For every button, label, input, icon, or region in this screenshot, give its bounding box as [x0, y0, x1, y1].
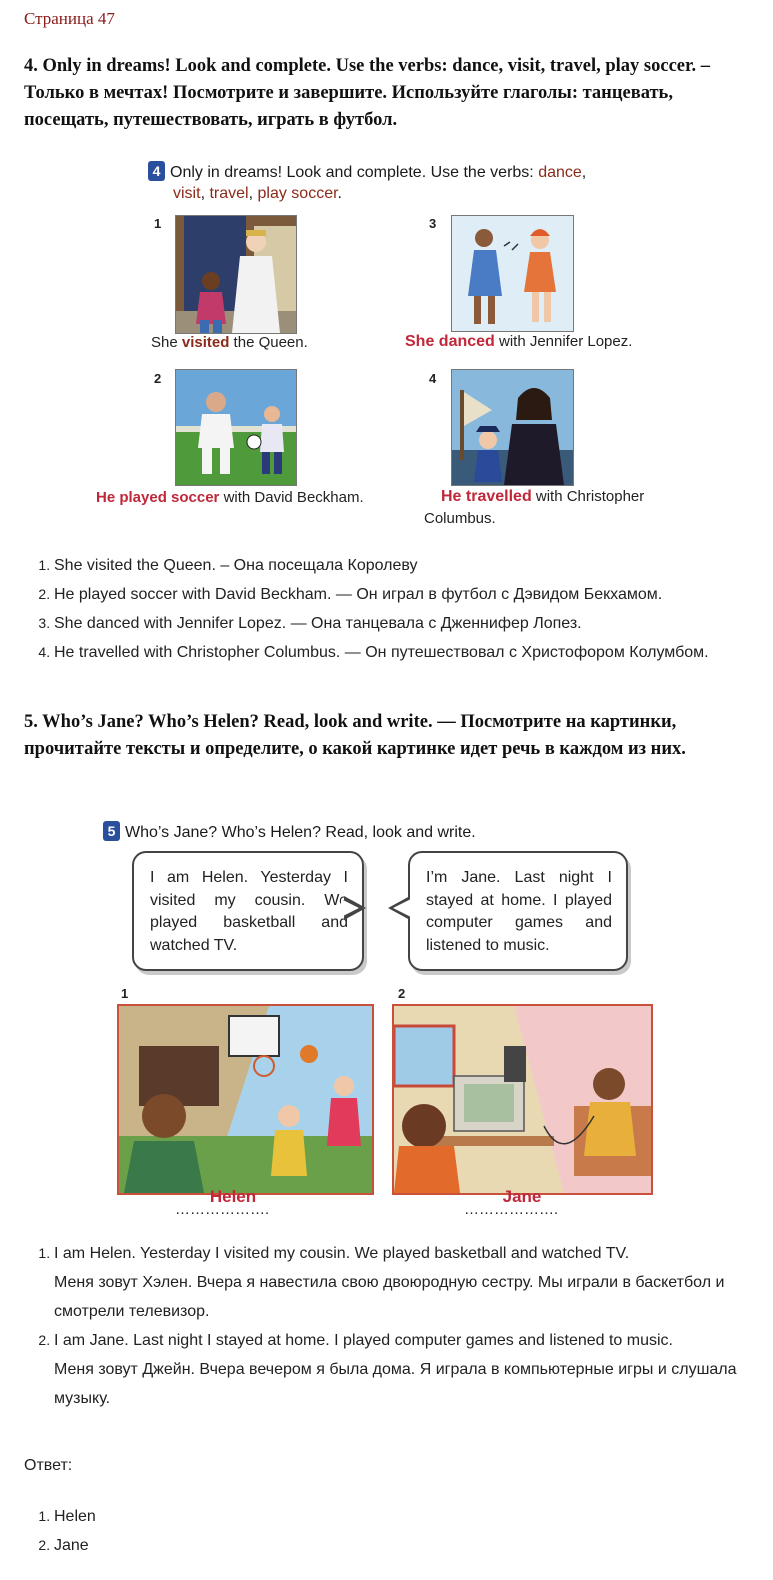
list-item: 2. He played soccer with David Beckham. — Он играл в футбол с Дэвидом Бекхамом. [54, 580, 759, 609]
caption-fill: She danced [405, 333, 495, 350]
caption-fill: visited [181, 334, 230, 351]
list-item: 3. She danced with Jennifer Lopez. — Она танцевала с Дженнифер Лопез. [54, 609, 759, 638]
answer-fill-jane: Jane [502, 1187, 542, 1206]
comma: , [581, 164, 587, 181]
caption-text: She [151, 334, 182, 351]
period: . [337, 185, 342, 202]
caption-text: with Jennifer Lopez. [494, 333, 633, 350]
picture-number: 4 [429, 371, 437, 386]
picture-number: 2 [154, 371, 162, 386]
task-5-answer-list [24, 1239, 759, 1413]
verb-visit: visit [173, 185, 201, 202]
figure-title-text: Who’s Jane? Who’s Helen? Read, look and write. [125, 824, 476, 841]
answer-english: I am Helen. Yesterday I visited my cousin. We played basketball and watched TV. [54, 1245, 630, 1262]
verb-play-soccer: play soccer [257, 185, 338, 202]
page-title: Страница 47 [24, 9, 115, 28]
picture-number: 2 [398, 986, 406, 1001]
speech-bubble-helen: I am Helen. Yesterday I visited my cousin. We played basketball and watched TV. [132, 851, 364, 971]
exercise-number-badge: 5 [103, 821, 120, 841]
caption-text: with David Beckham. [219, 489, 364, 506]
answer-line-helen [175, 1187, 291, 1218]
list-item: 2. Jane [54, 1531, 759, 1560]
answer-label: Ответ: [24, 1457, 73, 1474]
figure-title-text: Only in dreams! Look and complete. Use the verbs: [170, 164, 539, 181]
list-item [54, 1239, 759, 1326]
picture-number: 1 [154, 216, 162, 231]
task-5-figure-title [103, 821, 476, 843]
answer-russian: Меня зовут Джейн. Вчера вечером я была дома. Я играла в компьютерные игры и слушала музыку. [54, 1361, 737, 1407]
list-item: 1. She visited the Queen. – Она посещала Королеву [54, 551, 759, 580]
final-answer-list [24, 1502, 759, 1560]
comma: , [248, 185, 254, 202]
list-item: 4. He travelled with Christopher Columbus. — Он путешествовал с Христофором Колумбом. [54, 638, 759, 667]
answer-line-jane [464, 1187, 580, 1218]
answer-fill-helen: Helen [209, 1187, 257, 1206]
task-4-heading: 4. Only in dreams! Look and complete. Use the verbs: dance, visit, travel, play soccer. – Только в мечтах! Посмотрите и завершите. Используйте глаголы: танцевать, посещать, путешествовать, играть в футбол. [24, 56, 710, 130]
answer-dots: ………………. [464, 1201, 559, 1218]
picture-helen-basketball [117, 1004, 374, 1195]
picture-number: 1 [121, 986, 129, 1001]
answer-russian: Меня зовут Хэлен. Вчера я навестила свою двоюродную сестру. Мы играли в баскетбол и смотрели телевизор. [54, 1274, 725, 1320]
picture-number: 3 [429, 216, 437, 231]
bubble-tail-right-fill [393, 899, 411, 917]
answer-english: I am Jane. Last night I stayed at home. I played computer games and listened to music. [54, 1332, 673, 1349]
verb-travel: travel [209, 185, 249, 202]
comma: , [200, 185, 206, 202]
exercise-number-badge: 4 [148, 161, 165, 181]
verb-dance: dance [538, 164, 582, 181]
picture-jane-computer [392, 1004, 653, 1195]
answer-dots: ………………. [175, 1201, 270, 1218]
task-5-heading: 5. Who’s Jane? Who’s Helen? Read, look and write. — Посмотрите на картинки, прочитайте тексты и определите, о какой картинке идет речь в каждом из них. [24, 712, 686, 759]
list-item [54, 1326, 759, 1413]
caption-4-line2: Columbus. [424, 510, 496, 527]
caption-fill: He travelled [441, 488, 532, 505]
list-item: 1. Helen [54, 1502, 759, 1531]
speech-bubble-jane: I’m Jane. Last night I stayed at home. I played computer games and listened to music. [408, 851, 628, 971]
caption-text: with Christopher [531, 488, 645, 505]
bubble-tail-left-fill [341, 899, 359, 917]
caption-fill: He played soccer [96, 489, 220, 506]
caption-text: the Queen. [229, 334, 308, 351]
